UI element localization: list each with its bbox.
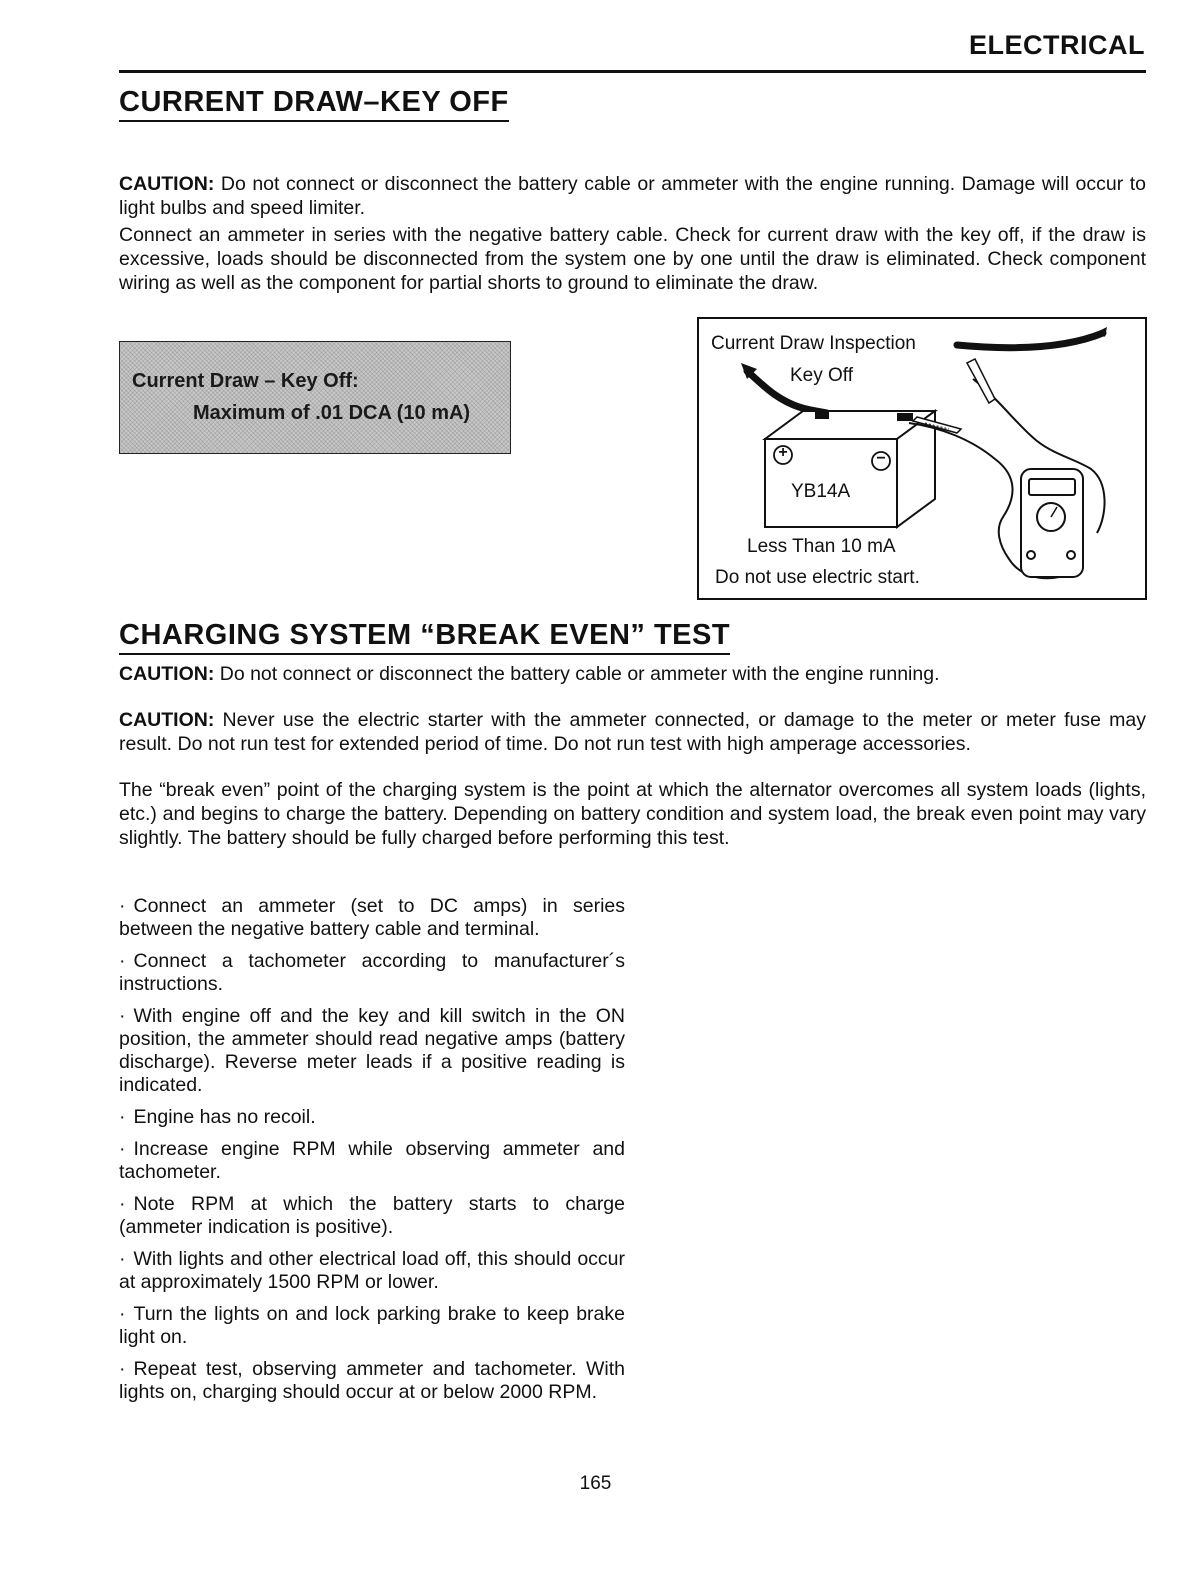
list-item — [119, 1193, 625, 1239]
figure-subtitle: Key Off — [790, 365, 854, 386]
bullet-marker: · — [119, 1248, 126, 1270]
list-item — [119, 895, 625, 941]
section2-caution1 — [119, 662, 1146, 686]
section1-caution — [119, 172, 1146, 220]
list-item — [119, 950, 625, 996]
caution1-text: Do not connect or disconnect the battery cable or ammeter with the engine running. — [214, 663, 940, 685]
section-label: ELECTRICAL — [969, 30, 1145, 60]
section2-title: CHARGING SYSTEM “BREAK EVEN” TEST — [119, 619, 730, 655]
list-item-text: With lights and other electrical load off, this should occur at approximately 1500 RPM or lower. — [119, 1248, 625, 1293]
list-item — [119, 1106, 625, 1129]
caution1-label: CAUTION: — [119, 663, 215, 685]
bullet-marker: · — [119, 1303, 126, 1325]
spec-box — [119, 341, 511, 454]
plus-symbol: + — [778, 444, 788, 461]
section2-body — [119, 778, 1146, 850]
list-item-text: Connect an ammeter (set to DC amps) in series between the negative battery cable and terminal. — [119, 895, 625, 940]
spec-line1: Current Draw – Key Off: — [132, 370, 359, 392]
cable-top — [957, 333, 1103, 348]
bullet-marker: · — [119, 1358, 126, 1380]
caution2-text: Never use the electric starter with the ammeter connected, or damage to the meter or meter fuse may result. Do not run test for extended period of time. Do not run test with high amperage accessories. — [119, 709, 1146, 755]
list-item-text: Repeat test, observing ammeter and tachometer. With lights on, charging should occur at or below 2000 RPM. — [119, 1358, 625, 1403]
bullet-marker: · — [119, 1005, 126, 1027]
bullet-marker: · — [119, 1106, 126, 1128]
list-item — [119, 1248, 625, 1294]
list-item — [119, 1358, 625, 1404]
caution-text: Do not connect or disconnect the battery cable or ammeter with the engine running. Damage will occur to light bulbs and speed limiter. — [119, 173, 1146, 219]
procedure-list — [119, 895, 625, 1413]
header-rule — [119, 70, 1146, 73]
bullet-marker: · — [119, 1193, 126, 1215]
section1-text — [119, 172, 1146, 295]
section2-text — [119, 662, 1146, 850]
list-item-text: Connect a tachometer according to manufacturer´s instructions. — [119, 950, 625, 995]
multimeter-icon — [1021, 469, 1083, 577]
section2-caution2 — [119, 708, 1146, 756]
caution2-label: CAUTION: — [119, 709, 215, 731]
page-number: 165 — [579, 1473, 612, 1494]
battery — [765, 411, 935, 527]
bullet-marker: · — [119, 1138, 126, 1160]
section1-body-text: Connect an ammeter in series with the negative battery cable. Check for current draw with the key off, if the draw is excessive, loads should be disconnected from the system one by one until the draw is eliminated. Check component wiring as well as the component for partial shorts to ground to eliminate the draw. — [119, 224, 1146, 294]
figure-note: Do not use electric start. — [715, 567, 920, 588]
bullet-marker: · — [119, 895, 126, 917]
figure-title: Current Draw Inspection — [711, 333, 916, 354]
list-item-text: Increase engine RPM while observing ammeter and tachometer. — [119, 1138, 625, 1183]
figure-reading: Less Than 10 mA — [747, 536, 896, 557]
list-item-text: Engine has no recoil. — [133, 1106, 316, 1128]
section1-title: CURRENT DRAW–KEY OFF — [119, 86, 509, 122]
minus-symbol: − — [876, 450, 886, 467]
list-item — [119, 1303, 625, 1349]
battery-label: YB14A — [791, 481, 851, 502]
caution-label: CAUTION: — [119, 173, 215, 195]
section1-body — [119, 223, 1146, 295]
list-item-text: Note RPM at which the battery starts to charge (ammeter indication is positive). — [119, 1193, 625, 1238]
spec-line2: Maximum of .01 DCA (10 mA) — [193, 402, 471, 424]
list-item — [119, 1005, 625, 1097]
list-item-text: Turn the lights on and lock parking brake to keep brake light on. — [119, 1303, 625, 1348]
figure-box — [697, 317, 1147, 600]
list-item — [119, 1138, 625, 1184]
section2-body-text: The “break even” point of the charging system is the point at which the alternator overcomes all system loads (lights, etc.) and begins to charge the battery. Depending on battery condition and system load, the break even point may vary slightly. The battery should be fully charged before performing this test. — [119, 779, 1146, 849]
bullet-marker: · — [119, 950, 126, 972]
list-item-text: With engine off and the key and kill switch in the ON position, the ammeter should read negative amps (battery discharge). Reverse meter leads if a positive reading is indicated. — [119, 1005, 625, 1096]
